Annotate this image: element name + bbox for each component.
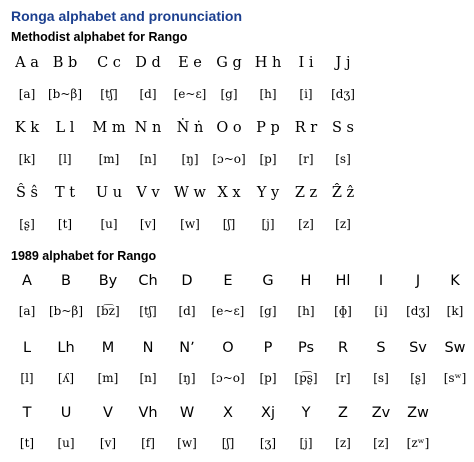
- ipa-cell: [f]: [141, 436, 155, 450]
- ipa-cell: [m]: [97, 371, 119, 385]
- letter-cell: Ṅ ṅ: [176, 120, 204, 136]
- ipa-cell: [p]: [259, 371, 277, 385]
- letter-cell: O o: [216, 120, 242, 136]
- ipa-cell: [ɔ~o]: [212, 152, 246, 166]
- ipa-cell: [v]: [139, 217, 157, 231]
- ipa-cell: [l]: [58, 152, 72, 166]
- ipa-cell: [ʃ]: [221, 436, 235, 450]
- letter-cell: V: [103, 405, 113, 421]
- letter-cell: Y y: [256, 185, 280, 201]
- letter-cell: W w: [174, 185, 206, 201]
- ipa-cell: [j]: [261, 217, 275, 231]
- ipa-cell: [a]: [18, 304, 36, 318]
- letter-cell: L: [22, 340, 32, 356]
- ipa-cell: [ʒ]: [259, 436, 277, 450]
- ipa-cell: [r]: [298, 152, 314, 166]
- ipa-cell: [z]: [335, 436, 351, 450]
- ipa-cell: [z]: [335, 217, 351, 231]
- letter-cell: Y: [301, 405, 311, 421]
- ipa-cell: [ɸ]: [334, 304, 352, 318]
- letter-cell: U: [60, 405, 72, 421]
- letter-cell: H: [300, 273, 312, 289]
- letter-cell: S s: [332, 120, 354, 136]
- ipa-cell: [j]: [299, 436, 313, 450]
- methodist-heading: Methodist alphabet for Rango: [11, 30, 188, 44]
- letter-cell: B: [61, 273, 71, 289]
- letter-cell: Ps: [297, 340, 315, 356]
- letter-cell: Z z: [294, 185, 318, 201]
- letter-cell: K k: [14, 120, 40, 136]
- ipa-cell: [i]: [374, 304, 388, 318]
- letter-cell: K: [450, 273, 460, 289]
- letter-cell: M: [101, 340, 115, 356]
- letter-cell: C c: [97, 55, 121, 71]
- ipa-cell: [ʎ]: [57, 371, 75, 385]
- letter-cell: E: [223, 273, 233, 289]
- letter-cell: H h: [254, 55, 282, 71]
- letter-cell: M m: [92, 120, 126, 136]
- ipa-cell: [h]: [297, 304, 315, 318]
- letter-cell: Z: [338, 405, 348, 421]
- ipa-cell: [k]: [446, 304, 464, 318]
- ipa-cell: [w]: [180, 217, 200, 231]
- letter-cell: Lh: [57, 340, 75, 356]
- letter-cell: D d: [135, 55, 161, 71]
- ipa-cell: [dʒ]: [331, 87, 355, 101]
- ipa-cell: [n]: [139, 371, 157, 385]
- letter-cell: R: [337, 340, 349, 356]
- letter-cell: Zw: [407, 405, 429, 421]
- ipa-cell: [m]: [98, 152, 120, 166]
- letter-cell: Ŝ ŝ: [16, 185, 38, 201]
- letter-cell: D: [181, 273, 193, 289]
- ipa-cell: [s]: [335, 152, 351, 166]
- letter-cell: Sw: [444, 340, 466, 356]
- letter-cell: Ch: [138, 273, 158, 289]
- letter-cell: I i: [298, 55, 314, 71]
- letter-cell: L l: [55, 120, 75, 136]
- letter-cell: I: [378, 273, 384, 289]
- ipa-cell: [e~ɛ]: [211, 304, 245, 318]
- letter-cell: T: [22, 405, 32, 421]
- ipa-cell: [s]: [373, 371, 389, 385]
- ipa-cell: [r]: [335, 371, 351, 385]
- ipa-cell: [g]: [259, 304, 277, 318]
- letter-cell: P: [263, 340, 273, 356]
- ipa-cell: [l]: [20, 371, 34, 385]
- letter-cell: Sv: [409, 340, 427, 356]
- letter-cell: Ẑ ẑ: [331, 185, 355, 201]
- letter-cell: A a: [15, 55, 39, 71]
- letter-cell: N: [142, 340, 154, 356]
- ipa-cell: [b~β]: [48, 304, 84, 318]
- letter-cell: X x: [217, 185, 241, 201]
- letter-cell: J j: [335, 55, 351, 71]
- letter-cell: W: [179, 405, 195, 421]
- letter-cell: Vh: [138, 405, 158, 421]
- ipa-cell: [dʒ]: [406, 304, 430, 318]
- ipa-cell: [ʂ]: [410, 371, 426, 385]
- ipa-cell: [z]: [298, 217, 314, 231]
- ipa-cell: [z]: [373, 436, 389, 450]
- letter-cell: J: [415, 273, 421, 289]
- ipa-cell: [u]: [100, 217, 118, 231]
- ipa-cell: [t]: [57, 217, 73, 231]
- ipa-cell: [g]: [220, 87, 238, 101]
- ipa-cell: [t]: [19, 436, 35, 450]
- ipa-cell: [d]: [139, 87, 157, 101]
- ipa-cell: [i]: [299, 87, 313, 101]
- letter-cell: Hl: [335, 273, 351, 289]
- ipa-cell: [w]: [177, 436, 197, 450]
- ipa-cell: [ŋ]: [181, 152, 199, 166]
- letter-cell: N n: [134, 120, 162, 136]
- letter-cell: G: [262, 273, 274, 289]
- letter-cell: By: [98, 273, 118, 289]
- ipa-cell: [u]: [57, 436, 75, 450]
- letter-cell: S: [376, 340, 386, 356]
- ipa-cell: [p]: [259, 152, 277, 166]
- ipa-cell: [tʃ]: [100, 87, 118, 101]
- letter-cell: O: [222, 340, 234, 356]
- ipa-cell: [h]: [259, 87, 277, 101]
- ipa-cell: [p͡ʂ]: [294, 371, 318, 385]
- letter-cell: Xj: [261, 405, 275, 421]
- ipa-cell: [tʃ]: [139, 304, 157, 318]
- ipa-cell: [b~β]: [47, 87, 83, 101]
- alphabet-1989-heading: 1989 alphabet for Rango: [11, 249, 157, 263]
- letter-cell: P p: [256, 120, 280, 136]
- letter-cell: Zv: [371, 405, 391, 421]
- ipa-cell: [zʷ]: [406, 436, 430, 450]
- ipa-cell: [e~ɛ]: [173, 87, 207, 101]
- letter-cell: E e: [178, 55, 202, 71]
- letter-cell: U u: [95, 185, 123, 201]
- letter-cell: Nʼ: [179, 340, 195, 356]
- page-title: Ronga alphabet and pronunciation: [11, 8, 242, 24]
- ipa-cell: [ɔ~o]: [211, 371, 245, 385]
- letter-cell: B b: [52, 55, 78, 71]
- letter-cell: V v: [136, 185, 160, 201]
- letter-cell: G g: [216, 55, 242, 71]
- ipa-cell: [v]: [99, 436, 117, 450]
- ipa-cell: [b͡z]: [96, 304, 120, 318]
- ipa-cell: [sʷ]: [443, 371, 467, 385]
- ipa-cell: [a]: [18, 87, 36, 101]
- letter-cell: X: [223, 405, 233, 421]
- ipa-cell: [n]: [139, 152, 157, 166]
- ipa-cell: [ŋ]: [178, 371, 196, 385]
- ipa-cell: [k]: [18, 152, 36, 166]
- ipa-cell: [ʂ]: [19, 217, 35, 231]
- letter-cell: A: [22, 273, 32, 289]
- ipa-cell: [d]: [178, 304, 196, 318]
- letter-cell: R r: [294, 120, 318, 136]
- ipa-cell: [ʃ]: [222, 217, 236, 231]
- letter-cell: T t: [54, 185, 76, 201]
